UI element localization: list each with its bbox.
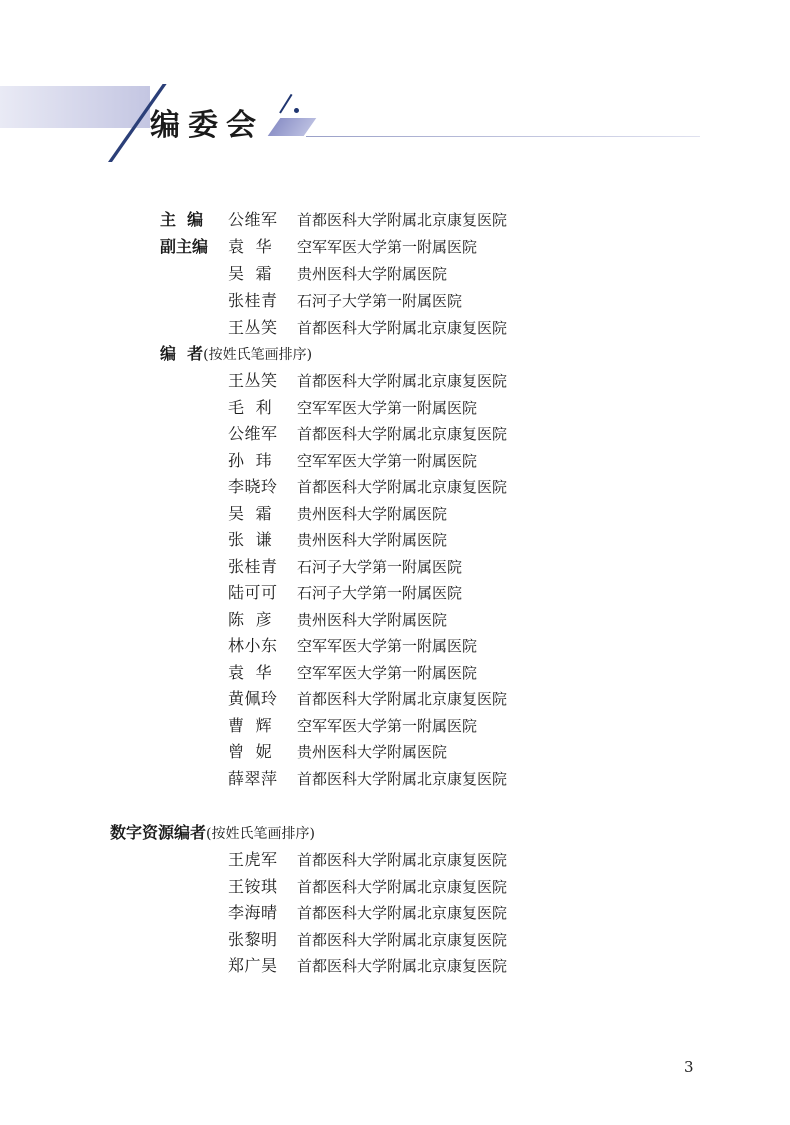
page-number: 3 [684, 1058, 694, 1076]
editor-affiliation: 首都医科大学附属北京康复医院 [297, 690, 508, 708]
chief-editor-affiliation: 首都医科大学附属北京康复医院 [297, 211, 508, 229]
deputy-editors-label: 副主编 [160, 237, 209, 256]
editor-affiliation: 首都医科大学附属北京康复医院 [297, 770, 508, 788]
editor-affiliation: 首都医科大学附属北京康复医院 [297, 425, 508, 443]
editor-name: 吴 霜 [228, 504, 273, 523]
editor-name: 公维军 [228, 424, 278, 443]
deputy-editor-name: 吴 霜 [228, 264, 273, 283]
deputy-editor-name: 张桂青 [228, 291, 278, 310]
editor-name: 毛 利 [228, 398, 273, 417]
digital-editor-affiliation: 首都医科大学附属北京康复医院 [297, 904, 508, 922]
editor-affiliation: 首都医科大学附属北京康复医院 [297, 372, 508, 390]
digital-editor-name: 李海晴 [228, 903, 278, 922]
chief-editor-label: 主 编 [160, 210, 204, 229]
editor-name: 林小东 [228, 636, 278, 655]
chief-editor-name: 公维军 [228, 210, 278, 229]
editor-name: 张 谦 [228, 530, 273, 549]
editor-name: 曾 妮 [228, 742, 273, 761]
editor-name: 曹 辉 [228, 716, 273, 735]
digital-editor-name: 张黎明 [228, 930, 278, 949]
editor-affiliation: 空军军医大学第一附属医院 [297, 717, 478, 735]
editor-name: 陆可可 [228, 583, 278, 602]
editor-name: 王丛笑 [228, 371, 278, 390]
editor-name: 袁 华 [228, 663, 273, 682]
editor-name: 黄佩玲 [228, 689, 278, 708]
header-band-decoration [0, 86, 150, 128]
editor-affiliation: 空军军医大学第一附属医院 [297, 664, 478, 682]
deputy-editor-affiliation: 石河子大学第一附属医院 [297, 292, 463, 310]
digital-editor-affiliation: 首都医科大学附属北京康复医院 [297, 851, 508, 869]
editor-affiliation: 贵州医科大学附属医院 [297, 505, 448, 523]
editor-affiliation: 石河子大学第一附属医院 [297, 584, 463, 602]
page-title: 编委会 [150, 108, 264, 143]
editors-label: 编 者 [160, 344, 204, 363]
editor-name: 张桂青 [228, 557, 278, 576]
deputy-editor-name: 王丛笑 [228, 318, 278, 337]
deputy-editor-name: 袁 华 [228, 237, 273, 256]
digital-editors-sort-note: (按姓氏笔画排序) [206, 826, 315, 842]
header-rule [306, 136, 700, 137]
deputy-editor-affiliation: 首都医科大学附属北京康复医院 [297, 319, 508, 337]
editor-affiliation: 贵州医科大学附属医院 [297, 743, 448, 761]
editor-name: 陈 彦 [228, 610, 273, 629]
editors-sort-note: (按姓氏笔画排序) [203, 347, 313, 363]
editor-affiliation: 贵州医科大学附属医院 [297, 531, 448, 549]
header-parallelogram-decoration [268, 118, 317, 136]
digital-editor-affiliation: 首都医科大学附属北京康复医院 [297, 931, 508, 949]
editor-affiliation: 石河子大学第一附属医院 [297, 558, 463, 576]
editor-affiliation: 贵州医科大学附属医院 [297, 611, 448, 629]
header-accent-dot [294, 108, 299, 113]
header-accent-line [279, 94, 292, 114]
digital-editor-affiliation: 首都医科大学附属北京康复医院 [297, 957, 508, 975]
digital-editor-name: 郑广昊 [228, 956, 278, 975]
editor-name: 孙 玮 [228, 451, 273, 470]
editor-affiliation: 空军军医大学第一附属医院 [297, 637, 478, 655]
digital-editor-name: 王虎军 [228, 850, 278, 869]
editor-name: 薛翠萍 [228, 769, 278, 788]
digital-editor-name: 王铵琪 [228, 877, 278, 896]
deputy-editor-affiliation: 贵州医科大学附属医院 [297, 265, 448, 283]
editor-affiliation: 空军军医大学第一附属医院 [297, 452, 478, 470]
editor-name: 李晓玲 [228, 477, 278, 496]
digital-editors-heading [110, 825, 315, 841]
editor-affiliation: 空军军医大学第一附属医院 [297, 399, 478, 417]
editors-heading [160, 346, 312, 362]
digital-editors-label: 数字资源编者 [110, 823, 207, 842]
deputy-editor-affiliation: 空军军医大学第一附属医院 [297, 238, 478, 256]
editor-affiliation: 首都医科大学附属北京康复医院 [297, 478, 508, 496]
digital-editor-affiliation: 首都医科大学附属北京康复医院 [297, 878, 508, 896]
